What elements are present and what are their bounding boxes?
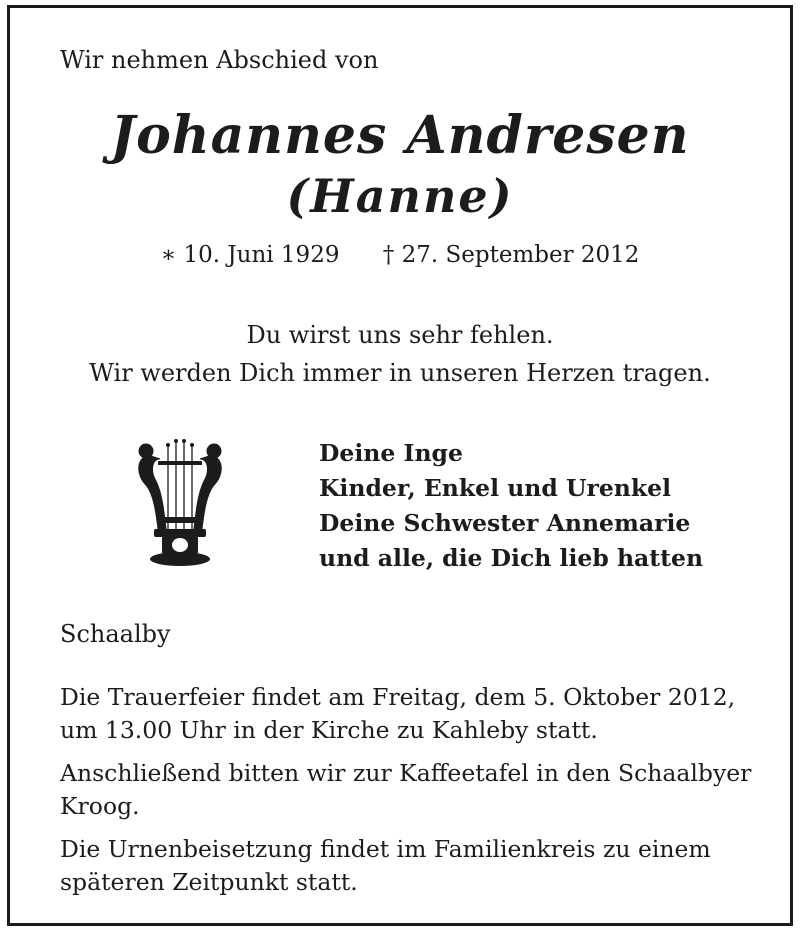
deceased-name: Johannes Andresen: [110, 105, 690, 166]
death-date: † 27. September 2012: [382, 242, 640, 268]
info-paragraph: Die Trauerfeier findet am Freitag, dem 5. Oktober 2012, um 13.00 Uhr in der Kirche zu Kahleby statt.: [60, 683, 736, 744]
funeral-info: [60, 681, 760, 909]
info-paragraph: Anschließend bitten wir zur Kaffeetafel in den Schaalbyer Kroog.: [60, 759, 752, 820]
quote-line: Wir werden Dich immer in unseren Herzen tragen.: [89, 359, 711, 387]
lyre-icon: [132, 433, 228, 573]
obituary-notice: [7, 5, 793, 926]
birth-date: ∗ 10. Juni 1929: [160, 242, 340, 268]
mourner-line: und alle, die Dich lieb hatten: [319, 544, 704, 572]
farewell-quote: [10, 316, 790, 392]
quote-line: Du wirst uns sehr fehlen.: [246, 321, 554, 349]
mourners-list: [319, 436, 703, 576]
info-paragraph: Die Urnenbeisetzung findet im Familienkreis zu einem späteren Zeitpunkt statt.: [60, 835, 711, 896]
mourner-line: Kinder, Enkel und Urenkel: [319, 474, 672, 502]
mourner-line: Deine Schwester Annemarie: [319, 509, 691, 537]
deceased-nickname: (Hanne): [286, 169, 514, 223]
life-dates: [10, 242, 790, 268]
mourner-line: Deine Inge: [319, 439, 463, 467]
intro-text: Wir nehmen Abschied von: [60, 46, 379, 74]
place-name: Schaalby: [60, 620, 171, 648]
